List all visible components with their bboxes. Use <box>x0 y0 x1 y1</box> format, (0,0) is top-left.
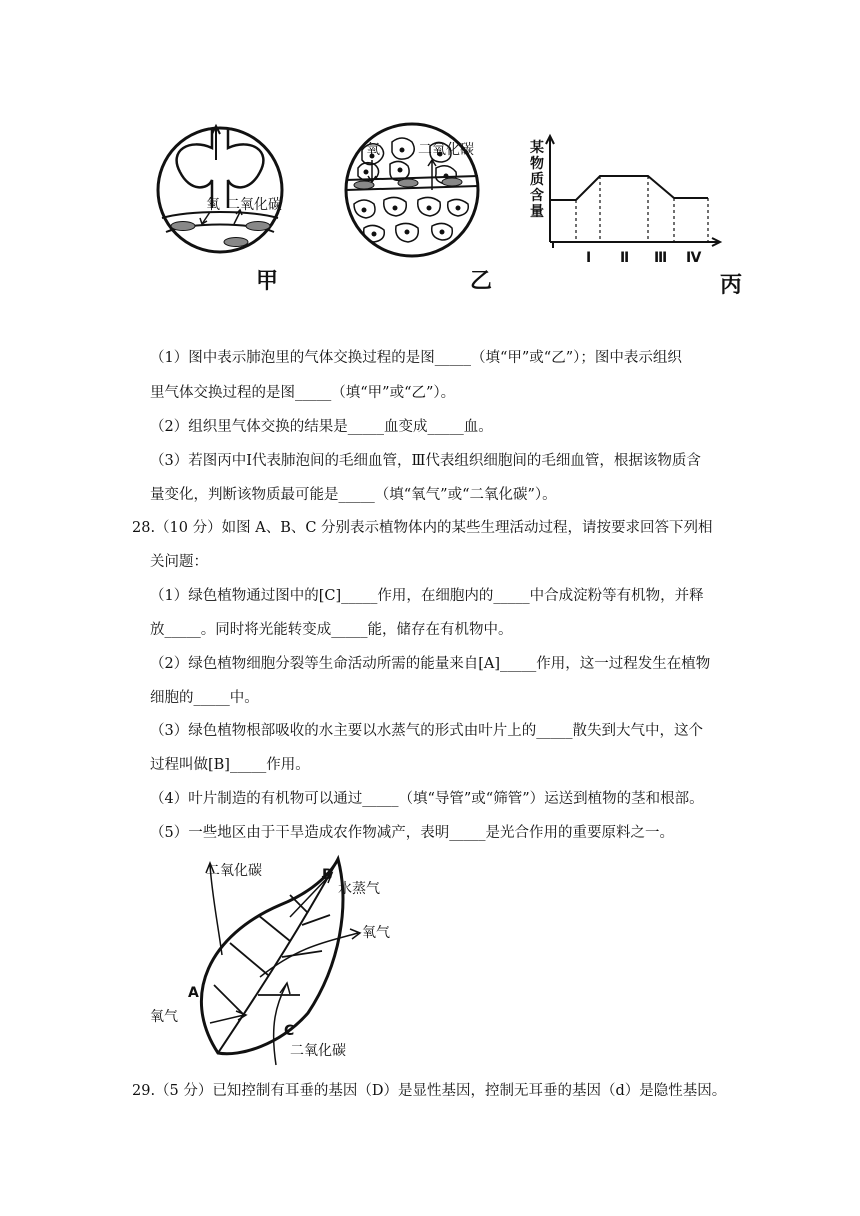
y-axis-char: 质 <box>530 172 544 188</box>
figure-bing <box>528 130 778 300</box>
co2-label: 二氧化碳 <box>226 197 282 213</box>
text-line: 放_____。同时将光能转变成_____能，储存在有机物中。 <box>150 622 513 638</box>
oxygen-left-label: 氧气 <box>150 1009 178 1025</box>
figure-yi <box>340 120 500 295</box>
figure-jia <box>150 120 290 295</box>
text-line: （5）一些地区由于干旱造成农作物减产，表明_____是光合作用的重要原料之一。 <box>150 825 674 841</box>
label-a: A <box>188 985 199 1001</box>
text-line: 关问题： <box>150 554 208 570</box>
red-blood-cell <box>354 181 374 189</box>
co2-label: 二氧化碳 <box>418 142 474 158</box>
y-axis-char: 某 <box>530 140 544 156</box>
x-tick-label: Ⅳ <box>686 250 702 266</box>
bottom-co2-label: 二氧化碳 <box>290 1043 346 1059</box>
text-line: （1）图中表示肺泡里的气体交换过程的是图_____（填“甲”或“乙”）；图中表示组织 <box>150 350 682 366</box>
oxygen-label: 氧 <box>366 142 380 158</box>
text-line: （3）绿色植物根部吸收的水主要以水蒸气的形式由叶片上的_____散失到大气中，这个 <box>150 723 703 739</box>
y-axis-char: 含 <box>530 188 544 204</box>
text-line: 量变化，判断该物质最可能是_____（填“氧气”或“二氧化碳”）。 <box>150 487 557 503</box>
top-co2-label: 二氧化碳 <box>206 863 262 879</box>
question-29-heading: 29.（5 分）已知控制有耳垂的基因（D）是显性基因，控制无耳垂的基因（d）是隐性基因。 <box>132 1083 727 1099</box>
question-28-heading: 28.（10 分）如图 A、B、C 分别表示植物体内的某些生理活动过程，请按要求回答下列相 <box>132 520 713 536</box>
text-line: （2）组织里气体交换的结果是_____血变成_____血。 <box>150 419 493 435</box>
oxygen-right-label: 氧气 <box>362 925 390 941</box>
text-line: （1）绿色植物通过图中的[C]_____作用，在细胞内的_____中合成淀粉等有机物，并释 <box>150 588 704 604</box>
label-b: B <box>322 867 333 883</box>
red-blood-cell <box>171 222 195 231</box>
red-blood-cell <box>246 222 270 231</box>
figure-jia-caption: 甲 <box>256 269 279 294</box>
text-line: 过程叫做[B]_____作用。 <box>150 757 310 773</box>
text-line: （3）若图丙中Ⅰ代表肺泡间的毛细血管，Ⅲ代表组织细胞间的毛细血管，根据该物质含 <box>150 453 701 469</box>
y-axis-char: 物 <box>530 156 544 172</box>
red-blood-cell <box>398 179 418 187</box>
red-blood-cell <box>224 238 248 247</box>
y-axis-char: 量 <box>530 204 544 220</box>
text-line: （2）绿色植物细胞分裂等生命活动所需的能量来自[A]_____作用，这一过程发生在植物 <box>150 656 711 672</box>
figure-bing-caption: 丙 <box>720 273 743 298</box>
x-tick-label: Ⅲ <box>654 250 668 266</box>
label-c: C <box>284 1023 295 1039</box>
text-line: （4）叶片制造的有机物可以通过_____（填“导管”或“筛管”）运送到植物的茎和根部。 <box>150 791 704 807</box>
oxygen-label: 氧 <box>206 197 220 213</box>
x-tick-label: Ⅰ <box>586 250 592 266</box>
vapor-label: 水蒸气 <box>338 881 380 897</box>
figure-leaf <box>140 845 440 1070</box>
x-tick-label: Ⅱ <box>620 250 630 266</box>
figure-yi-caption: 乙 <box>470 269 493 294</box>
text-line: 细胞的_____中。 <box>150 690 259 706</box>
text-line: 里气体交换过程的是图_____（填“甲”或“乙”）。 <box>150 385 456 401</box>
red-blood-cell <box>442 178 462 186</box>
